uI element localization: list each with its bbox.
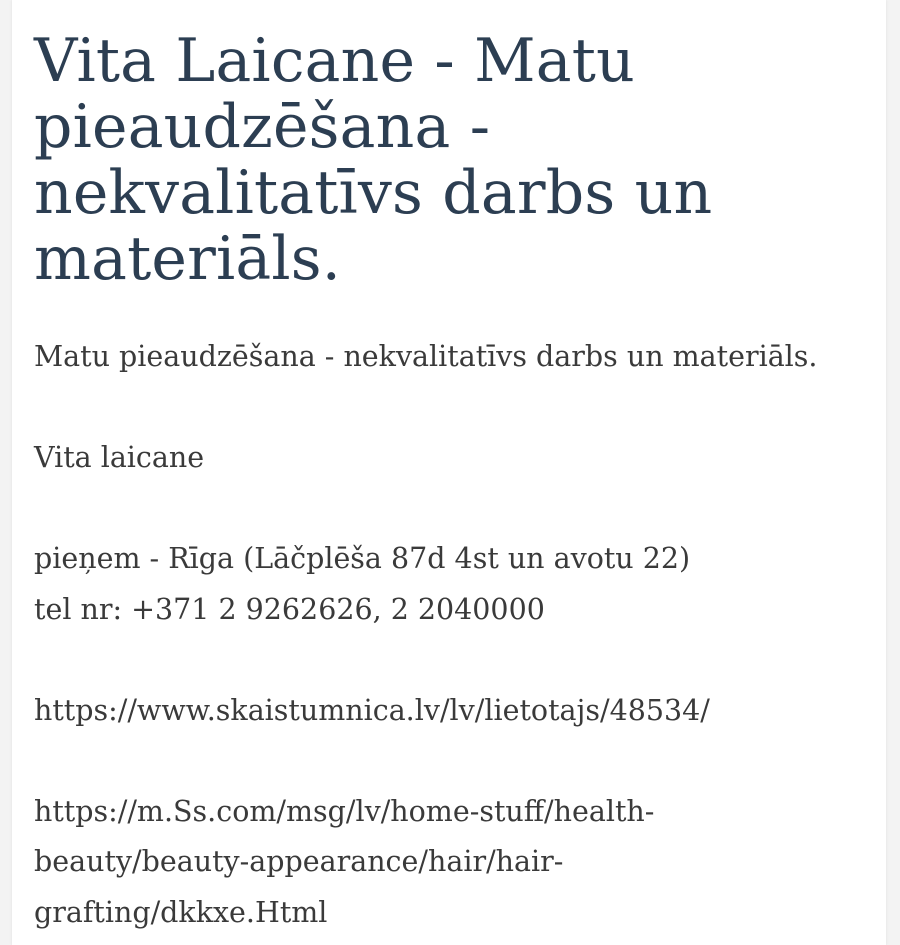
article-card	[12, 0, 886, 945]
article-body	[34, 332, 874, 938]
listing-link-line: grafting/dkkxe.Html	[34, 895, 328, 929]
article-title: Vita Laicane - Matu pieaudzēšana - nekvalitatīvs darbs un materiāls.	[34, 26, 713, 294]
spacer	[34, 383, 874, 434]
contact-name: Vita laicane	[34, 441, 205, 474]
spacer	[34, 484, 874, 535]
article-content	[34, 28, 874, 938]
profile-link[interactable]: https://www.skaistumnica.lv/lv/lietotajs/48534/	[34, 693, 710, 727]
contact-phone: tel nr: +371 2 9262626, 2 2040000	[34, 592, 545, 626]
contact-address: pieņem - Rīga (Lāčplēša 87d 4st un avotu 22)	[34, 542, 691, 575]
spacer	[34, 736, 874, 787]
spacer	[34, 635, 874, 686]
article-subtitle: Matu pieaudzēšana - nekvalitatīvs darbs un materiāls.	[34, 340, 818, 373]
listing-link[interactable]	[34, 787, 874, 939]
listing-link-line: https://m.Ss.com/msg/lv/home-stuff/health-	[34, 794, 655, 828]
listing-link-line: beauty/beauty-appearance/hair/hair-	[34, 845, 564, 878]
